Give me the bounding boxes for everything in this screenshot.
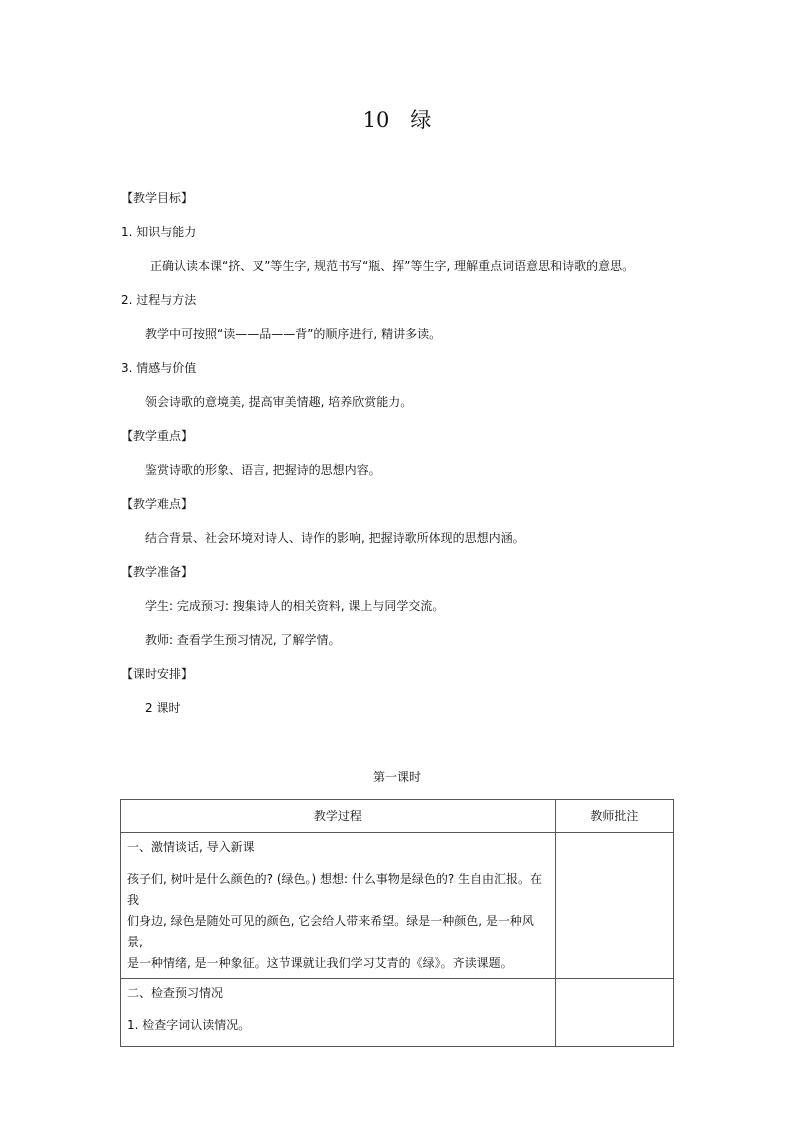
schedule-heading: 【课时安排】 <box>121 667 194 681</box>
section-line: 们身边, 绿色是随处可见的颜色, 它会给人带来希望。绿是一种颜色, 是一种风景, <box>127 914 534 949</box>
key-points-heading: 【教学重点】 <box>121 429 194 443</box>
schedule-text: 2 课时 <box>145 701 181 715</box>
preparation-student: 学生: 完成预习: 搜集诗人的相关资料, 课上与同学交流。 <box>145 599 445 613</box>
objective-text-2: 教学中可按照“读——品——背”的顺序进行, 精讲多读。 <box>145 327 442 341</box>
objective-text-1: 正确认读本课“挤、叉”等生字, 规范书写“瓶、挥”等生字, 理解重点词语意思和诗歌的意思。 <box>150 259 635 273</box>
objectives-heading: 【教学目标】 <box>121 191 194 205</box>
table-row <box>121 833 674 979</box>
teaching-process-table <box>120 799 674 1047</box>
header-teacher-notes: 教师批注 <box>555 800 673 833</box>
table-row <box>121 979 674 1047</box>
notes-cell <box>555 833 673 979</box>
table-header-row <box>121 800 674 833</box>
preparation-heading: 【教学准备】 <box>121 565 194 579</box>
section-title: 二、检查预习情况 <box>127 986 224 1000</box>
section-line: 1. 检查字词认读情况。 <box>127 1018 251 1032</box>
objective-text-3: 领会诗歌的意境美, 提高审美情趣, 培养欣赏能力。 <box>145 395 413 409</box>
objective-label-1: 1. 知识与能力 <box>121 225 197 239</box>
section-line: 孩子们, 树叶是什么颜色的? (绿色。) 想想: 什么事物是绿色的? 生自由汇报。在我 <box>127 872 543 907</box>
document-title: 10 绿 <box>362 108 432 132</box>
process-cell <box>121 833 556 979</box>
objective-label-2: 2. 过程与方法 <box>121 293 197 307</box>
key-points-text: 鉴赏诗歌的形象、语言, 把握诗的思想内容。 <box>145 463 381 477</box>
section-line: 是一种情绪, 是一种象征。这节课就让我们学习艾青的《绿》。齐读课题。 <box>127 956 513 970</box>
difficulties-text: 结合背景、社会环境对诗人、诗作的影响, 把握诗歌所体现的思想内涵。 <box>145 531 525 545</box>
section-title: 一、激情谈话, 导入新课 <box>127 840 255 854</box>
process-cell <box>121 979 556 1047</box>
difficulties-heading: 【教学难点】 <box>121 497 194 511</box>
objective-label-3: 3. 情感与价值 <box>121 361 197 375</box>
lesson-title: 第一课时 <box>372 770 421 784</box>
notes-cell <box>555 979 673 1047</box>
preparation-teacher: 教师: 查看学生预习情况, 了解学情。 <box>145 633 341 647</box>
header-teaching-process: 教学过程 <box>121 800 556 833</box>
